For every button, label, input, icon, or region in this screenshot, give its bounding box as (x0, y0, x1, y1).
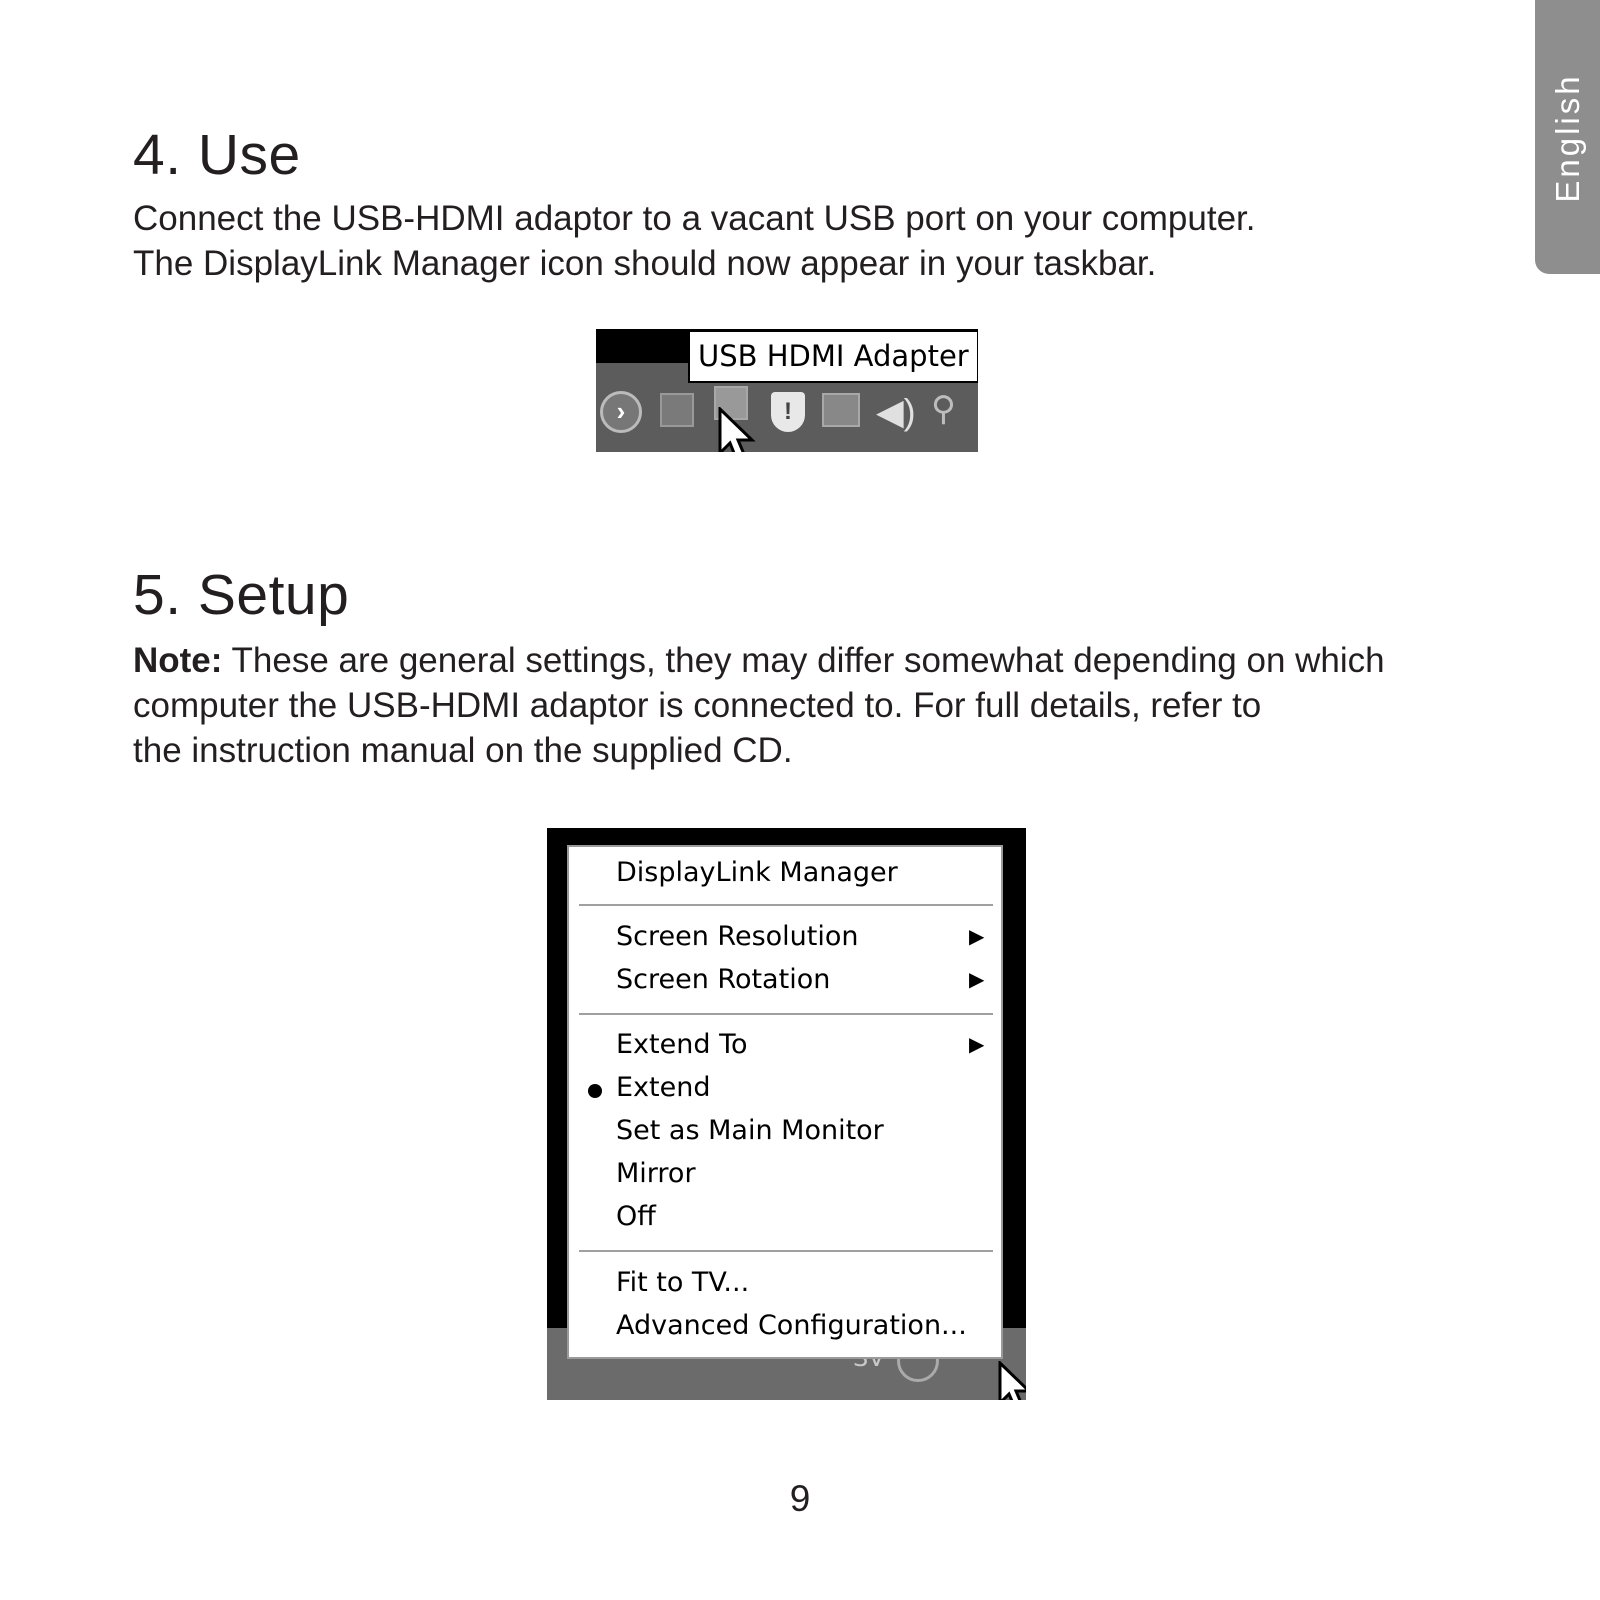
menu-title-displaylink-manager[interactable]: DisplayLink Manager (616, 857, 898, 888)
menu-item-fit-to-tv[interactable]: Fit to TV... (616, 1267, 750, 1298)
shield-icon[interactable]: ! (771, 392, 805, 432)
note-label: Note: (133, 641, 223, 680)
language-tab-label: English (1549, 73, 1586, 203)
menu-item-extend[interactable]: Extend (616, 1072, 711, 1103)
network-connections-icon[interactable] (822, 393, 860, 427)
context-menu-screenshot (547, 828, 1026, 1400)
menu-item-extend-to[interactable]: Extend To (616, 1029, 748, 1060)
taskbar-screenshot (596, 329, 978, 452)
section-use-line-2: The DisplayLink Manager icon should now appear in your taskbar. (133, 244, 1157, 283)
section-use-line-1: Connect the USB-HDMI adaptor to a vacant USB port on your computer. (133, 199, 1256, 238)
selected-bullet-icon (588, 1084, 602, 1098)
submenu-arrow-icon: ▶ (969, 967, 985, 991)
displaylink-context-menu (567, 845, 1003, 1359)
submenu-arrow-icon: ▶ (969, 924, 985, 948)
mouse-cursor-icon (998, 1361, 1026, 1400)
usb-icon[interactable]: ⚲ (931, 390, 956, 428)
network-icon[interactable] (660, 393, 694, 427)
menu-item-mirror[interactable]: Mirror (616, 1158, 696, 1189)
menu-separator (579, 1013, 993, 1016)
section-setup-paragraph (133, 638, 1385, 773)
section-use-heading: 4. Use (133, 123, 301, 187)
section-setup-line-3: the instruction manual on the supplied CD. (133, 731, 793, 770)
menu-item-off[interactable]: Off (616, 1201, 656, 1232)
menu-item-screen-rotation[interactable]: Screen Rotation (616, 964, 831, 995)
page-number: 9 (789, 1478, 811, 1519)
menu-item-set-as-main-monitor[interactable]: Set as Main Monitor (616, 1115, 884, 1146)
menu-separator (579, 1250, 993, 1253)
section-setup-heading: 5. Setup (133, 563, 350, 627)
submenu-arrow-icon: ▶ (969, 1032, 985, 1056)
speaker-icon[interactable]: ◀︎) (876, 391, 916, 432)
language-tab (1535, 0, 1600, 274)
section-setup-line-2: computer the USB-HDMI adaptor is connected to. For full details, refer to (133, 686, 1262, 725)
menu-item-screen-resolution[interactable]: Screen Resolution (616, 921, 859, 952)
note-text: These are general settings, they may differ somewhat depending on which (222, 641, 1385, 680)
usb-hdmi-tooltip: USB HDMI Adapter (688, 330, 978, 383)
chevron-right-icon[interactable]: › (600, 391, 642, 433)
section-use-paragraph (133, 196, 1256, 286)
mouse-cursor-icon (718, 407, 760, 452)
menu-item-advanced-configuration[interactable]: Advanced Configuration... (616, 1310, 967, 1341)
menu-separator (579, 904, 993, 907)
